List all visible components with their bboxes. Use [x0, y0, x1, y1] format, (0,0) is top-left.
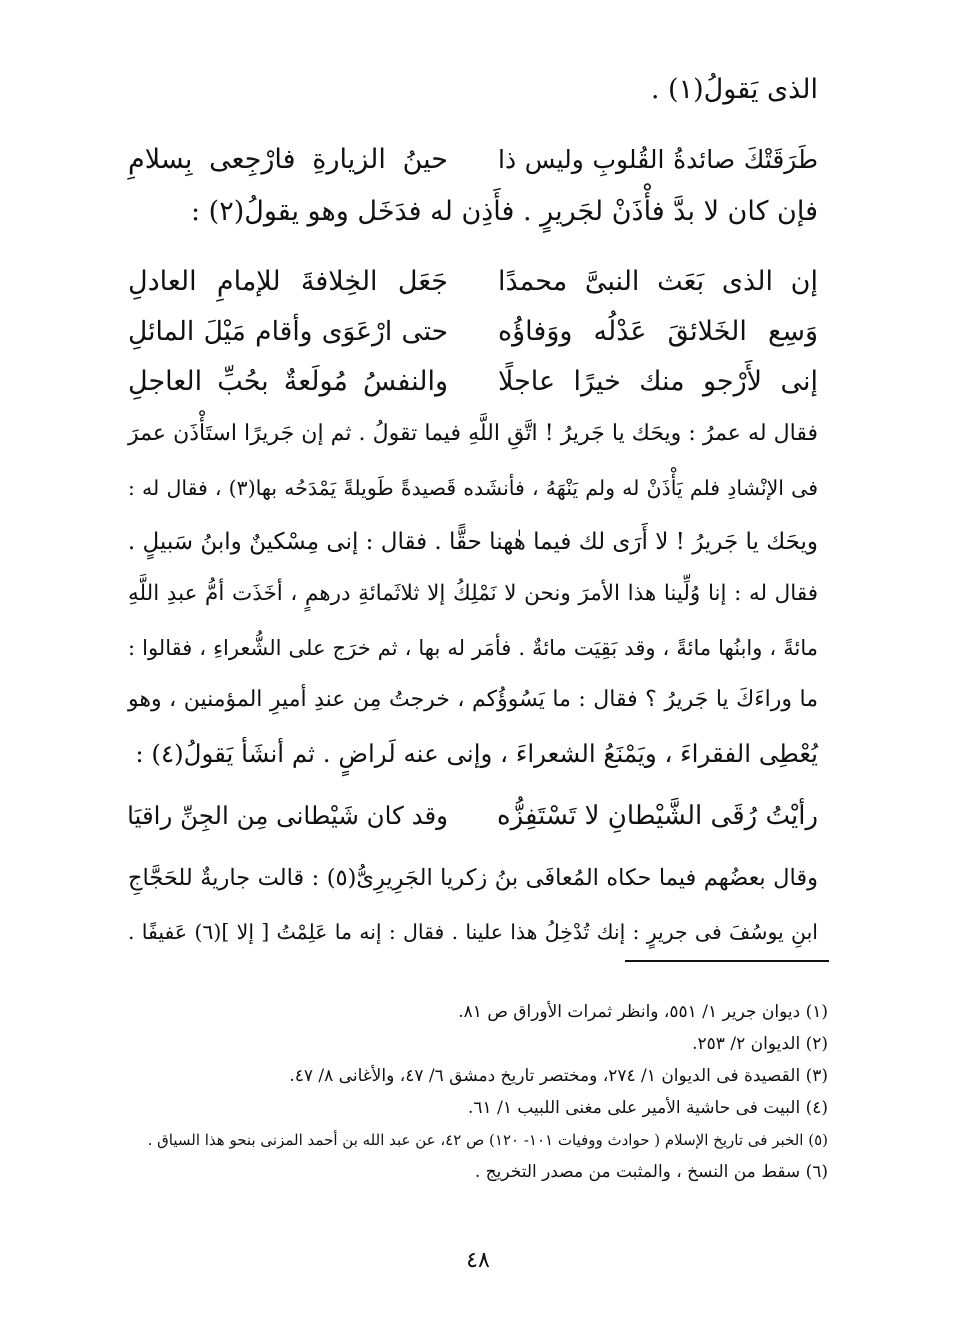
footnote: (٣) القصيدة فى الديوان ١/ ٢٧٤، ومختصر تاريخ دمشق ٦/ ٤٧، والأغانى ٨/ ٤٧. [289, 1066, 828, 1086]
footnote: (٥) الخبر فى تاريخ الإسلام ( حوادث ووفيات ١٠١- ١٢٠) ص ٤٢، عن عبد الله بن أحمد المزنى بنحو هذا السياق . [147, 1131, 828, 1149]
verse-second-hemistich: حتى ارْعَوَى وأقام مَيْلَ المائلِ [128, 316, 448, 347]
text-line: فقال له عمرُ : ويحَك يا جَريرُ ! اتَّقِ اللَّهِ فيما تقولُ . ثم إن جَريرًا استَأْذَن عمرَ [128, 421, 818, 446]
text-line: ويحَك يا جَريرُ ! لا أَرَى لك فيما هٰهنا حقًّا . فقال : إنى مِسْكينٌ وابنُ سَبيلٍ . [127, 529, 818, 555]
text-line: فقال له : إنا وُلِّينا هذا الأمرَ ونحن لا نَمْلِكُ إلا ثلاثَمائةِ درهمٍ ، أخَذَت أمُّ عبدِ اللَّهِ [128, 581, 818, 606]
verse-line [128, 262, 818, 302]
verse-line [128, 140, 818, 180]
text-line: يُعْطِى الفقراءَ ، ويَمْنَعُ الشعراءَ ، وإنى عنه لَراضٍ . ثم أنشَأ يَقولُ(٤) : [135, 739, 818, 768]
verse-second-hemistich: حينُ الزيارةِ فارْجِعى بِسلامِ [128, 144, 448, 175]
text-line: وقال بعضُهم فيما حكاه المُعافَى بنُ زكريا الجَرِيرِىُّ(٥) : قالت جاريةٌ للحَجَّاجِ [128, 865, 818, 891]
footnote: (٤) البيت فى حاشية الأمير على مغنى اللبيب ١/ ٦١. [468, 1098, 828, 1118]
footnote: (٦) سقط من النسخ ، والمثبت من مصدر التخريج . [474, 1162, 828, 1182]
footnote: (١) ديوان جرير ١/ ٥٥١، وانظر ثمرات الأوراق ص ٨١. [458, 1002, 828, 1022]
page-number: ٤٨ [466, 1248, 490, 1273]
verse-first-hemistich: إنى لأَرْجو منك خيرًا عاجلًا [498, 366, 818, 397]
verse-first-hemistich: إن الذى بَعَث النبىَّ محمدًا [498, 266, 818, 297]
verse-first-hemistich: طَرَقَتْكَ صائدةُ القُلوبِ وليس ذا [498, 145, 818, 174]
verse-second-hemistich: جَعَل الخِلافةَ للإمامِ العادلِ [128, 266, 448, 297]
text-line: فى الإنْشادِ فلم يَأْذَنْ له ولم يَنْهَهُ ، فأنشَده قَصيدةً طَويلةً يَمْدَحُه بها(٣) ، فقال له : [128, 476, 819, 500]
text-line: ما وراءَكَ يا جَريرُ ؟ فقال : ما يَسُوؤُكم ، خرجتُ مِن عندِ أميرِ المؤمنين ، وهو [128, 687, 818, 712]
text-line: فإن كان لا بدَّ فأْذَنْ لجَريرٍ . فأَذِن له فدَخَل وهو يقولُ(٢) : [190, 196, 818, 227]
verse-first-hemistich: وَسِع الخَلائقَ عَدْلُه ووَفاؤُه [498, 316, 818, 347]
intro-line: الذى يَقولُ(١) . [650, 74, 818, 105]
verse-second-hemistich: وقد كان شَيْطانى مِن الجِنِّ راقيَا [127, 801, 448, 830]
verse-line [128, 312, 818, 352]
footnote-divider [625, 960, 829, 962]
verse-second-hemistich: والنفسُ مُولَعةٌ بحُبِّ العاجلِ [128, 366, 448, 397]
verse-first-hemistich: رأيْتُ رُقَى الشَّيْطانِ لا تَسْتَفِزُّه [496, 801, 818, 831]
verse-line [128, 362, 818, 402]
footnote: (٢) الديوان ٢/ ٢٥٣. [692, 1034, 828, 1054]
text-line: ابنِ يوسُفَ فى جريرٍ : إنك تُدْخِلُ هذا علينا . فقال : إنه ما عَلِمْتُ [ إلا ](٦) عَفيفًا . [128, 920, 819, 944]
verse-line [128, 796, 818, 836]
text-line: مائةً ، وابنُها مائةً ، وقد بَقِيَت مائةٌ . فأمَر له بها ، ثم خرَج على الشُّعراءِ ، فقالوا : [128, 636, 818, 660]
